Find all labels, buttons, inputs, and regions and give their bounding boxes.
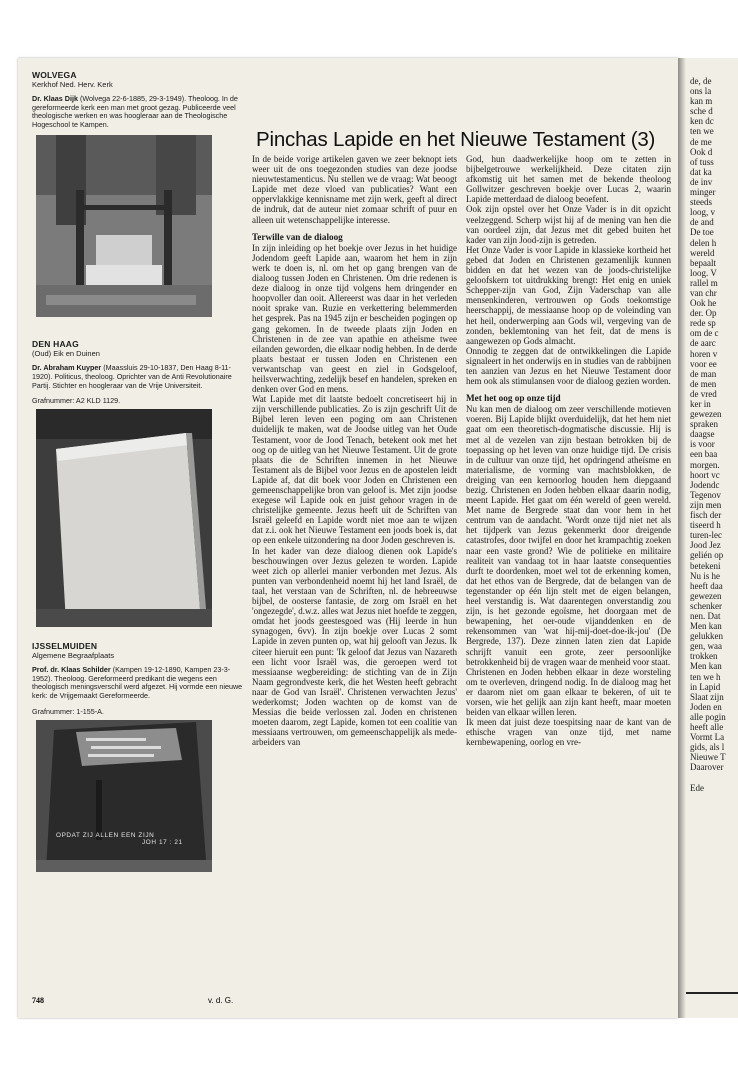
paragraph: Nu kan men de dialoog om zeer verschillende motieven voeren. Bij Lapide blijkt overduidelijk, dat het hem niet gaat om een theoretisch-dogmatische discussie. Hij is met al de vezelen van zijn bestaan betrokken bij de toepassing op het leven van onze huidige tijd. De crisis in de cultuur van onze tijd, het opdringend atheïsme en materialisme, de vorming van machtsblokken, de dreiging van een kernoorlog houden hem diepgaand bezig. Christenen en Joden hebben elkaar daarin nodig, meent Lapide. Het gaat om één wereld of geen wereld. Met name de Bergrede staat dan voor hem in het centrum van de aandacht. 'Wordt onze tijd niet net als het tijdperk van Jezus gekenmerkt door dreigende catastrofes, door twijfel en door het krampachtig zoeken naar een vaste grond? Wie de politieke en militaire realiteit van vandaag tot in haar laatste consequenties durft te doordenken, moet wel tot de erkenning komen, dat het ethos van de Bergrede, dat de belangen van de tegenstander op één lijn stelt met de eigen belangen, heel verstandig is. Wat daarentegen onverstandig zou zijn, is het gezonde egoïsme, het doorgaan met de bewapening, het oer-oude vijanddenken en de rekensommen van 'wat hij-mij-doet-doe-ik-jou' (De Bergrede, 137). Deze zinnen laten zien dat Lapide schrijft vanuit een grote, zeer persoonlijke betrokkenheid bij de vragen waar de menheid voor staat.	[466, 404, 671, 667]
next-page-line: Daarover	[690, 762, 724, 773]
page-number: 748	[32, 996, 44, 1005]
next-page-line: ken dc	[690, 116, 714, 127]
next-page-line: in Lapid	[690, 681, 721, 692]
sidebar-entry-wolvega	[32, 70, 244, 317]
next-page-line: rallel m	[690, 277, 718, 288]
person-details: (Maassluis 29-10-1837, Den Haag 8-11-1920). Politicus, theoloog. Oprichter van de Anti Revolutionaire Partij. Stichter en hoogleraar van de Vrije Universiteit.	[32, 363, 232, 390]
section-heading: Met het oog op onze tijd	[466, 393, 561, 404]
next-page-line: Ook d	[690, 146, 713, 157]
paragraph: In de beide vorige artikelen gaven we zeer beknopt iets weer uit de ons toegezonden studies van deze joodse nieuwtestamenticus. Nu stellen we de vraag: Wat beoogt Lapide met deze vloed van publicaties? Want een oppervlakkige kennisname met zijn werk, geeft al direct de indruk, dat de auteur niet zomaar schrift of puur en alleen uit wetenschappelijke interesse.	[252, 154, 457, 225]
next-page-line: betekeni	[690, 560, 721, 571]
paragraph: Ook zijn opstel over het Onze Vader is in dit opzicht veelzeggend. Scherp wijst hij af de mening van hen die van oordeel zijn, dat Jezus met dit gebed buiten het kader van zijn Jood-zijn is getreden.	[466, 204, 671, 245]
next-page-line: de man	[690, 368, 717, 379]
paragraph: Wat Lapide met dit laatste bedoelt concretiseert hij in zijn verschillende publicaties. Zo is zijn geschrift Uit de Bijbel leren leven een poging om aan Christenen duidelijk te maken, wat de Joodse uitleg van het Oude Testament, voor de Jood Tenach, betekent ook met het oog op de uitleg van het Nieuwe Testament. Uit de grote plaats die de Schriften innemen in het Nieuwe Testament als de Bijbel voor Jezus en de apostelen leidt Lapide af, dat dit boek voor Joden en Christenen een gemeenschappelijke bron van geloof is. Met zijn joodse exegese wil Lapide ook en juist gehoor vragen in de christelijke gemeente. Jezus heeft uit de Schriften van Israël geleefd en Lapide wordt niet moe aan te wijzen dat z.i. ook het Nieuwe Testament een joods boek is, dat op een enkele uitzondering na door Joden geschreven is.	[252, 394, 457, 546]
article-column-2	[466, 154, 671, 747]
paragraph: Het Onze Vader is voor Lapide in klassieke kortheid het gebed dat Joden en Christenen gezamenlijk kunnen bidden en dat het wezen van de joods-christelijke geloofskern tot uitdrukking brengt: Het enig en uniek Schepper-zijn van God, Zijn Vaderschap van alle mensenkinderen, vertrouwen op Gods toekomstige heerschappij, de messiaanse hoop op de voleinding van het heil, onderwerping aan Gods wil, vergeving van de zonden, beklemtoning van het feit, dat de mens is aangewezen op Gods almacht.	[466, 244, 671, 346]
next-page-line: de, de	[690, 76, 712, 86]
next-page-line: Nu is he	[690, 570, 720, 581]
next-page-line: horen v	[690, 348, 718, 359]
next-page-line: loog, v	[690, 207, 716, 218]
article-column-1	[252, 154, 457, 747]
next-page-line: dat ka	[690, 166, 712, 177]
next-page-line: ker in	[690, 399, 711, 409]
next-page-line: gelién op	[690, 550, 724, 561]
next-page-line: sche d	[690, 106, 713, 117]
next-page-line: voor ee	[690, 358, 717, 369]
person-name: Dr. Klaas Dijk	[32, 94, 78, 103]
next-page-line: turen-lec	[690, 530, 722, 541]
next-page-text	[690, 76, 738, 793]
next-page-line: delen h	[690, 237, 717, 248]
next-page-line: Jood Jez	[690, 540, 721, 551]
place-name: WOLVEGA	[32, 70, 77, 80]
next-page-line: Nieuwe T	[690, 752, 726, 763]
next-page-line: Slaat zijn	[690, 691, 724, 702]
next-page-line: schenker	[690, 600, 722, 611]
next-page-line: gewezen	[690, 409, 722, 420]
cemetery-name: Kerkhof Ned. Herv. Kerk	[32, 80, 113, 89]
next-page-line: heeft alle	[690, 722, 724, 732]
article-title: Pinchas Lapide en het Nieuwe Testament (3)	[256, 128, 656, 151]
next-page-line: ten we	[690, 126, 714, 137]
next-page-line: de vred	[690, 388, 717, 399]
next-page-line: ons la	[690, 86, 712, 97]
next-page-line: is voor	[690, 439, 715, 450]
next-page-line: Ook he	[690, 298, 717, 309]
next-page-line: gids, als l	[690, 742, 725, 753]
next-page-line: loog. V	[690, 267, 717, 278]
next-page-line: Men kan	[690, 661, 722, 672]
stone-inscription-line1: OPDAT ZIJ ALLEN EEN ZIJN	[56, 831, 155, 839]
next-page-line: Men kan	[690, 621, 722, 632]
next-page-line: Joden en	[690, 701, 722, 712]
person-description	[32, 666, 244, 700]
next-page-line: nen. Dat	[690, 610, 721, 621]
cemetery-name: (Oud) Eik en Duinen	[32, 349, 100, 359]
next-page-line: steeds	[690, 197, 712, 208]
grave-number: Grafnummer: 1-155-A.	[32, 706, 104, 716]
person-details: (Wolvega 22-6-1885, 29-3-1949). Theoloog. In de gereformeerde kerk een man met groot gezag. Publiceerde veel theologische werken en was hoogleraar aan de Theologische Hogeschool te Kampen.	[32, 94, 238, 129]
person-details: (Kampen 19-12-1890, Kampen 23-3-1952). Theoloog. Gereformeerd predikant die wegens een theologisch meningsverschil werd afgezet. Hij vormde een nieuwe kerk: de Vrijgemaakt Gereformeerde.	[32, 665, 243, 700]
place-name: IJSSELMUIDEN	[32, 641, 98, 652]
next-page-line: der. Op	[690, 308, 717, 319]
next-page-line: van chr	[690, 287, 717, 298]
next-page-line: een baa	[690, 449, 718, 460]
paragraph: Christenen en Joden hebben elkaar in deze worsteling om te overleven, dringend nodig. In de dialoog mag het er daarom niet om gaan elkaar te bekeren, of uit te vorsen, wie het gelijk aan zijn kant heeft, maar moeten beiden van elkaar willen leren.	[466, 666, 671, 718]
next-page-line: heeft daa	[690, 580, 723, 591]
paragraph: God, hun daadwerkelijke hoop om te zetten in bijbelgetrouwe werkelijkheid. Deze citaten zijn afkomstig uit het samen met de bekende theoloog Gollwitzer geschreven boekje over Lucas 2, waarin Lapide metterdaad de dialoog beoefent.	[466, 154, 671, 205]
next-page-line: of tuss	[690, 156, 714, 167]
next-page-line: gen, waa	[690, 641, 722, 652]
magazine-page	[18, 58, 678, 1018]
next-page-line: Jodendc	[690, 479, 720, 490]
next-page-line: de me	[690, 136, 712, 147]
next-page-line: rede sp	[690, 318, 716, 329]
next-page-line: minger	[690, 187, 716, 198]
place-name: DEN HAAG	[32, 339, 79, 350]
person-description	[32, 95, 244, 129]
next-page-line: de inv	[690, 176, 713, 187]
paragraph: In het kader van deze dialoog dienen ook Lapide's beschouwingen over Jezus gelezen te worden. Lapide weet zich op allerlei manier verbonden met Jezus. Als punten van verbondenheid noemt hij het land Israël, de taal, het verstaan van de Schriften, nl. de hebreeuwse bijbel, de oosterse fantasie, de zorg om Israël en het 'ongezegde', d.w.z. alles wat Jezus niet hoefde te zeggen, omdat het joods geestesgoed was (Hij leerde in hun synagogen, 6vv). In zijn boekje over Lucas 2 somt Lapide in zeven punten op, wat hij gelooft van Jezus. Ik citeer hieruit een punt: 'Ik geloof dat Jezus van Nazareth een licht voor Israël was, die geroepen werd tot messiaanse wegbereiding: de stichting van de in Zijn Naam gegrondveste kerk, die het Westen heeft gebracht naar de God van Israël'. Christenen verwachten Jezus' wederkomst; Joden wachten op de komst van de Messias die beide verlossen zal. Joden en christenen moeten daarom, zegt Lapide, komen tot een coalitie van messiaans vertrouwen, om gemeenschappelijk als mede-arbeiders van	[252, 545, 457, 748]
grave-photo-schilder	[36, 720, 212, 872]
next-page-line: de and	[690, 217, 714, 228]
next-page-line: om de c	[690, 328, 719, 339]
next-page-line: alle pogin	[690, 711, 726, 722]
next-page-line: de men	[690, 378, 717, 389]
next-page-edge	[686, 58, 738, 1018]
grave-sidebar	[32, 70, 244, 886]
page-gutter	[678, 58, 686, 1018]
next-page-line: gelukken	[690, 631, 723, 642]
next-page-line: De toe	[690, 227, 714, 238]
next-page-line: ten we h	[690, 671, 721, 682]
next-page-line: Tegenov	[690, 489, 721, 500]
next-page-line: kan m	[690, 96, 713, 107]
stone-inscription-line2: JOH 17 : 21	[142, 838, 183, 846]
paragraph: In zijn inleiding op het boekje over Jezus in het huidige Jodendom geeft Lapide aan, waarom het hem in zijn werk te doen is, nl. om het op gang brengen van de dialoog tussen Joden en Christenen. Om drie redenen is deze dialoog in onze tijd volgens hem dringender en hoopvoller dan ooit. Allereerst was daar in het verleden nooit sprake van. Ruzie en verkettering belemmerden het gesprek. Pas na 1945 zijn er bescheiden pogingen op gang gekomen. In de tweede plaats zijn Joden en Christenen in de zee van apathie en atheïsme twee eilanden geworden, die elkaar nodig hebben. In de derde plaats bestaat er tussen Joden en Christenen een verwantschap van geest en ziel in Godsgeloof, heilsverwachting, zedelijk besef en handelen, spreken en denken over God en mens.	[252, 242, 457, 395]
grave-photo-dijk	[36, 135, 212, 317]
next-page-line: hoort vc	[690, 469, 720, 480]
next-page-line: zijn men	[690, 499, 722, 510]
person-name: Prof. dr. Klaas Schilder	[32, 665, 111, 675]
person-description	[32, 364, 244, 390]
grave-number: Grafnummer: A2 KLD 1129.	[32, 396, 121, 406]
next-page-line: gewezen	[690, 590, 722, 601]
next-page-line	[690, 772, 738, 782]
next-page-line: de aarc	[690, 338, 716, 349]
next-page-line: wereld	[690, 247, 715, 258]
paragraph: Ik meen dat juist deze toespitsing naar de kant van de ethische vragen van onze tijd, met name kernbewapening, oorlog en vre-	[466, 717, 671, 748]
author-initials: v. d. G.	[208, 996, 234, 1005]
next-page-line: daagse	[690, 429, 715, 440]
next-page-line: fisch der	[690, 510, 722, 521]
next-page-line: morgen.	[690, 459, 720, 470]
sidebar-entry-ijsselmuiden	[32, 641, 244, 871]
cemetery-name: Algemene Begraafplaats	[32, 651, 115, 661]
person-name: Dr. Abraham Kuyper	[32, 363, 102, 373]
stone-inscription	[50, 832, 200, 846]
next-page-line: Ede	[690, 782, 704, 793]
next-page-line: bepaalt	[690, 257, 716, 268]
next-page-line: tiseerd h	[690, 520, 721, 531]
paragraph: Onnodig te zeggen dat de ontwikkelingen die Lapide signaleert in het onderwijs en in studies van de rabbijnen ten aanzien van Jezus en het Nieuwe Testament door hem ook als stimulansen voor de dialoog gezien worden.	[466, 345, 671, 387]
section-heading: Terwille van de dialoog	[252, 231, 343, 242]
next-page-rule	[686, 992, 738, 994]
next-page-line: trokken	[690, 651, 718, 662]
next-page-line: Vormt La	[690, 732, 725, 743]
sidebar-entry-den-haag	[32, 339, 244, 627]
next-page-line: spraken	[690, 419, 718, 430]
grave-photo-kuyper	[36, 409, 212, 627]
